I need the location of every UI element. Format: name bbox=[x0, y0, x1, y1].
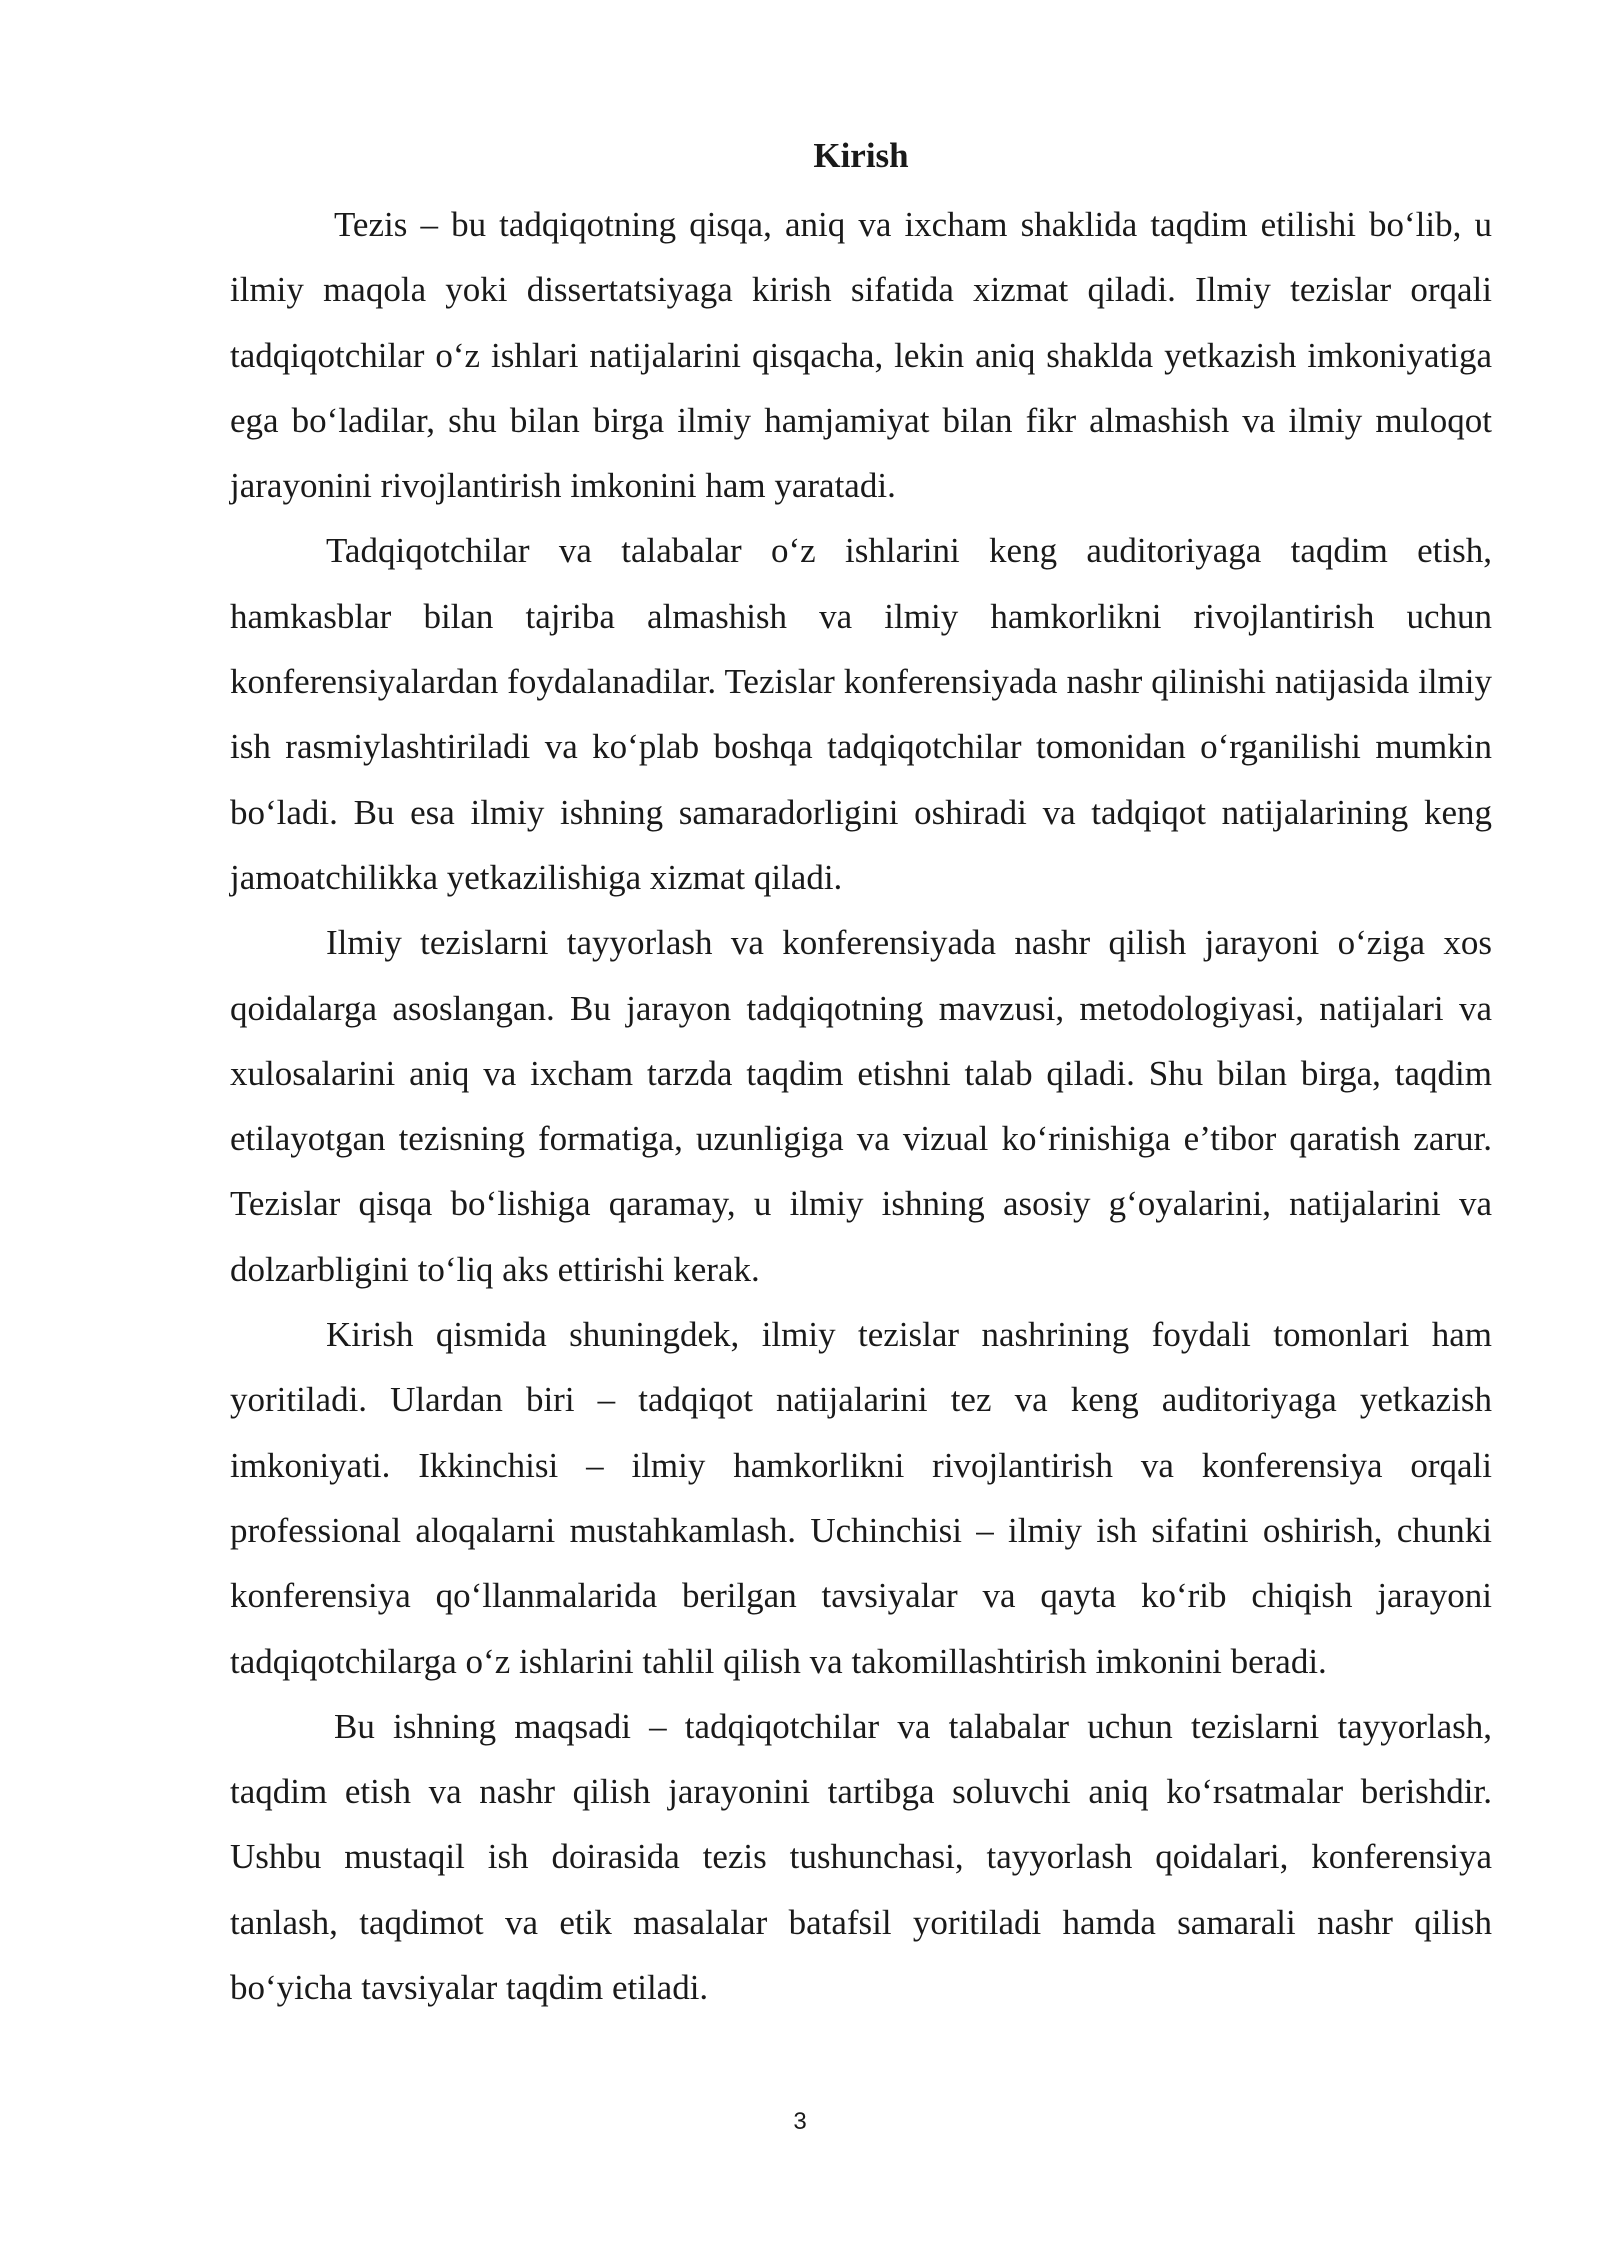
document-body bbox=[230, 128, 1492, 2020]
paragraph-5: Bu ishning maqsadi – tadqiqotchilar va talabalar uchun tezislarni tayyorlash, taqdim etish va nashr qilish jarayonini tartibga soluvchi aniq ko‘rsatmalar berishdir. Ushbu mustaqil ish doirasida tezis tushunchasi, tayyorlash qoidalari, konferensiya tanlash, taqdimot va etik masalalar batafsil yoritiladi hamda samarali nashr qilish bo‘yicha tavsiyalar taqdim etiladi. bbox=[230, 1706, 1492, 2008]
paragraph-2: Tadqiqotchilar va talabalar o‘z ishlarini keng auditoriyaga taqdim etish, hamkasblar bilan tajriba almashish va ilmiy hamkorlikni rivojlantirish uchun konferensiyalardan foydalanadilar. Tezislar konferensiyada nashr qilinishi natijasida ilmiy ish rasmiylashtiriladi va ko‘plab boshqa tadqiqotchilar tomonidan o‘rganilishi mumkin bo‘ladi. Bu esa ilmiy ishning samaradorligini oshiradi va tadqiqot natijalarining keng jamoatchilikka yetkazilishiga xizmat qiladi. bbox=[230, 531, 1492, 897]
paragraph-1: Tezis – bu tadqiqotning qisqa, aniq va ixcham shaklida taqdim etilishi bo‘lib, u ilmiy maqola yoki dissertatsiyaga kirish sifatida xizmat qiladi. Ilmiy tezislar orqali tadqiqotchilar o‘z ishlari natijalarini qisqacha, lekin aniq shakldа yetkazish imkoniyatiga ega bo‘ladilar, shu bilan birga ilmiy hamjamiyat bilan fikr almashish va ilmiy muloqot jarayonini rivojlantirish imkonini ham yaratadi. bbox=[230, 205, 1492, 506]
paragraph-4: Kirish qismida shuningdek, ilmiy tezislar nashrining foydali tomonlari ham yoritiladi. Ulardan biri – tadqiqot natijalarini tez va keng auditoriyaga yetkazish imkoniyati. Ikkinchisi – ilmiy hamkorlikni rivojlantirish va konferensiya orqali professional aloqalarni mustahkamlash. Uchinchisi – ilmiy ish sifatini oshirish, chunki konferensiya qo‘llanmalarida berilgan tavsiyalar va qayta ko‘rib chiqish jarayoni tadqiqotchilarga o‘z ishlarini tahlil qilish va takomillashtirish imkonini beradi. bbox=[230, 1315, 1492, 1681]
paragraph-3: Ilmiy tezislarni tayyorlash va konferensiyada nashr qilish jarayoni o‘ziga xos qoidalarga asoslangan. Bu jarayon tadqiqotning mavzusi, metodologiyasi, natijalari va xulosalarini aniq va ixcham tarzda taqdim etishni talab qiladi. Shu bilan birga, taqdim etilayotgan tezisning formatiga, uzunligiga va vizual ko‘rinishiga e’tibor qaratish zarur. Tezislar qisqa bo‘lishiga qaramay, u ilmiy ishning asosiy g‘oyalarini, natijalarini va dolzarbligini to‘liq aks ettirishi kerak. bbox=[230, 923, 1492, 1289]
page-number: 3 bbox=[793, 2108, 807, 2135]
section-title: Kirish bbox=[813, 136, 909, 175]
